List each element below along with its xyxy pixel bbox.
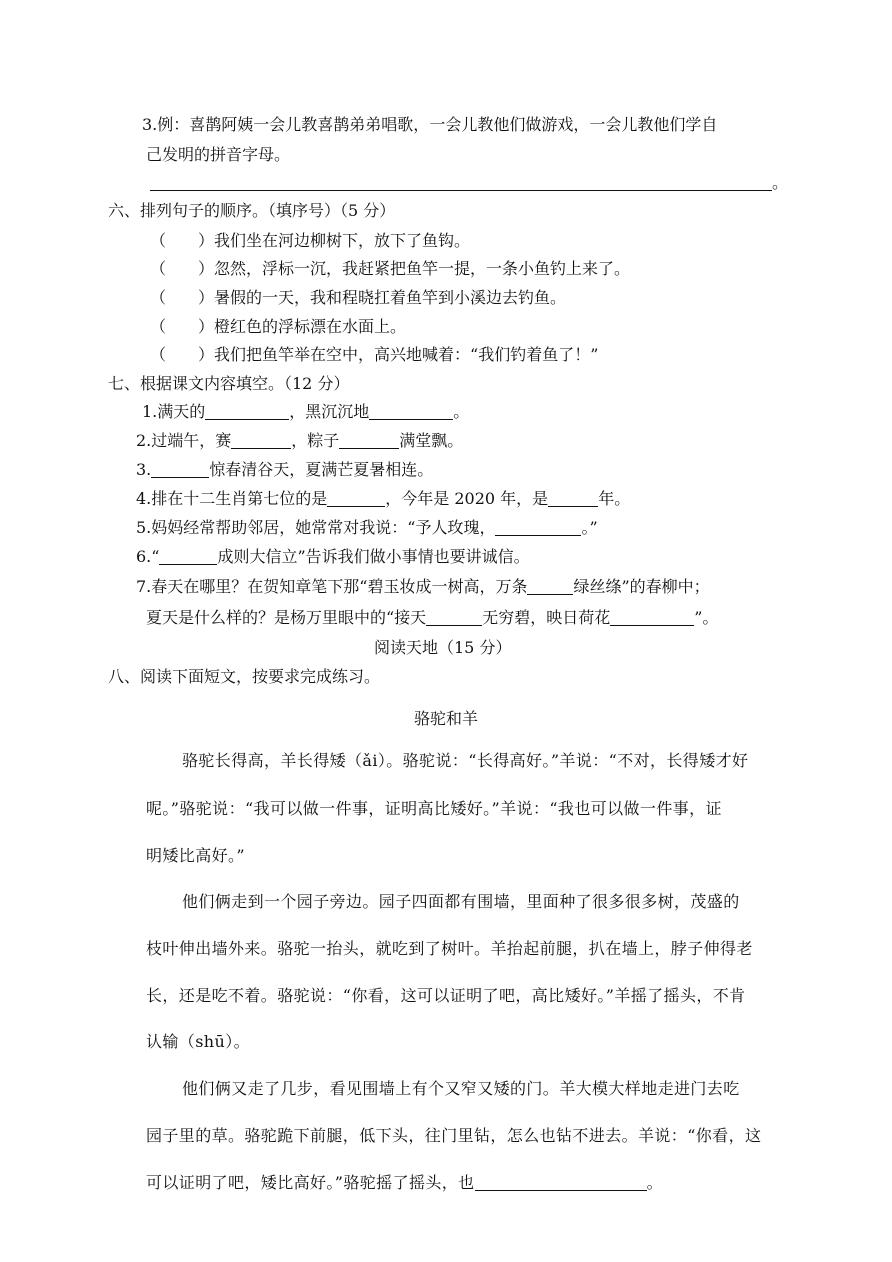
reading-heading: 阅读天地（15 分） xyxy=(374,638,512,657)
order-item-2 xyxy=(150,258,630,280)
fill-text: 惊春清谷天，夏满芒夏暑相连。 xyxy=(209,460,434,479)
fill-text: 。 xyxy=(453,402,470,421)
order-box[interactable]: （ ） xyxy=(150,288,215,307)
fill-blank[interactable] xyxy=(231,432,291,449)
emphasized-word: 一会儿 xyxy=(429,115,478,134)
period: 。 xyxy=(646,1173,663,1192)
emphasized-word: 一会儿 xyxy=(589,115,638,134)
fill-blank[interactable] xyxy=(527,578,573,595)
fill-text: ，黑沉沉地 xyxy=(289,402,370,421)
emphasized-word: 一会儿 xyxy=(253,115,302,134)
paragraph-1-line-3: 明矮比高好。” xyxy=(146,846,245,865)
fill-q7-line2 xyxy=(146,607,718,629)
fill-text: 。” xyxy=(581,518,598,537)
fill-q7-line1 xyxy=(136,576,710,598)
paragraph-3-line-3 xyxy=(146,1172,663,1194)
paragraph-1-line-2: 呢。”骆驼说：“我可以做一件事，证明高比矮好。”羊说：“我也可以做一件事，证 xyxy=(146,799,722,818)
fill-q2 xyxy=(136,430,463,452)
fill-text: 3. xyxy=(136,460,152,479)
fill-text: 满堂飘。 xyxy=(399,431,464,450)
fill-text: 7.春天在哪里？在贺知章笔下那“碧玉妆成一树高，万条 xyxy=(136,577,528,596)
fill-blank[interactable] xyxy=(495,519,581,536)
order-sentence: 我们把鱼竿举在空中，高兴地喊着：“我们钓着鱼了！” xyxy=(214,345,599,364)
fill-text: 夏天是什么样的？是杨万里眼中的“接天 xyxy=(146,608,427,627)
example-text: 教他们做游戏， xyxy=(477,115,590,134)
section-6-heading: 六、排列句子的顺序。（填序号）（5 分） xyxy=(108,201,396,220)
example-line-1 xyxy=(142,114,717,136)
paragraph-2-line-3: 长，还是吃不着。骆驼说：“你看，这可以证明了吧，高比矮好。”羊摇了摇头，不肯 xyxy=(146,986,746,1005)
fill-text: 成则大信立”告诉我们做小事情也要讲诚信。 xyxy=(217,547,530,566)
fill-text: 1.满天的 xyxy=(142,402,206,421)
order-item-3 xyxy=(150,287,566,309)
fill-q3 xyxy=(136,459,433,481)
order-sentence: 忽然，浮标一沉，我赶紧把鱼竿一提，一条小鱼钓上来了。 xyxy=(214,259,631,278)
fill-text: 年。 xyxy=(598,489,631,508)
order-item-1 xyxy=(150,230,470,252)
period: 。 xyxy=(772,173,789,192)
order-sentence: 我们坐在河边柳树下，放下了鱼钩。 xyxy=(214,231,471,250)
answer-line[interactable] xyxy=(150,172,788,194)
fill-q4 xyxy=(136,488,630,510)
fill-blank[interactable] xyxy=(327,490,385,507)
fill-text: 4.排在十二生肖第七位的是 xyxy=(136,489,328,508)
fill-text: 6.“ xyxy=(136,547,160,566)
order-box[interactable]: （ ） xyxy=(150,317,215,336)
fill-blank[interactable] xyxy=(339,432,399,449)
fill-text: 5.妈妈经常帮助邻居，她常常对我说：“予人玫瑰， xyxy=(136,518,496,537)
fill-text: 2.过端午，赛 xyxy=(136,431,232,450)
order-box[interactable]: （ ） xyxy=(150,259,215,278)
fill-blank[interactable] xyxy=(369,403,453,420)
order-sentence: 橙红色的浮标漂在水面上。 xyxy=(214,317,407,336)
fill-blank[interactable] xyxy=(610,609,694,626)
section-8-heading: 八、阅读下面短文，按要求完成练习。 xyxy=(108,667,381,686)
answer-blank[interactable] xyxy=(150,174,772,191)
fill-blank[interactable] xyxy=(205,403,289,420)
order-item-5 xyxy=(150,344,598,366)
fill-text: 绿丝绦”的春柳中； xyxy=(573,577,710,596)
example-text: 教他们学自 xyxy=(637,115,718,134)
order-box[interactable]: （ ） xyxy=(150,231,215,250)
example-text: 3.例：喜鹊阿姨 xyxy=(142,115,254,134)
example-line-2: 己发明的拼音字母。 xyxy=(146,145,291,164)
fill-blank[interactable] xyxy=(159,548,217,565)
fill-blank[interactable] xyxy=(426,609,482,626)
paragraph-2-line-4: 认输（shū）。 xyxy=(146,1032,251,1051)
fill-text: ”。 xyxy=(694,608,719,627)
story-title: 骆驼和羊 xyxy=(413,709,478,728)
fill-q6 xyxy=(136,546,530,568)
answer-blank[interactable] xyxy=(475,1174,647,1191)
example-text: 教喜鹊弟弟唱歌， xyxy=(301,115,430,134)
paragraph-2-line-1: 他们俩走到一个园子旁边。园子四面都有围墙，里面种了很多很多树，茂盛的 xyxy=(182,892,740,911)
paragraph-3-line-1: 他们俩又走了几步，看见围墙上有个又窄又矮的门。羊大模大样地走进门去吃 xyxy=(182,1079,740,1098)
section-7-heading: 七、根据课文内容填空。（12 分） xyxy=(108,374,350,393)
paragraph-1-line-1: 骆驼长得高，羊长得矮（ǎi）。骆驼说：“长得高好。”羊说：“不对，长得矮才好 xyxy=(182,751,749,770)
fill-text: ，粽子 xyxy=(291,431,340,450)
story-text: 可以证明了吧，矮比高好。”骆驼摇了摇头，也 xyxy=(146,1173,475,1192)
fill-blank[interactable] xyxy=(548,490,598,507)
paragraph-2-line-2: 枝叶伸出墙外来。骆驼一抬头，就吃到了树叶。羊抬起前腿，扒在墙上，脖子伸得老 xyxy=(146,939,753,958)
fill-text: 无穷碧，映日荷花 xyxy=(482,608,611,627)
paragraph-3-line-2: 园子里的草。骆驼跪下前腿，低下头，往门里钻，怎么也钻不进去。羊说：“你看，这 xyxy=(146,1126,762,1145)
fill-q1 xyxy=(142,401,469,423)
order-item-4 xyxy=(150,316,406,338)
order-box[interactable]: （ ） xyxy=(150,345,215,364)
fill-text: ，今年是 2020 年，是 xyxy=(385,489,549,508)
order-sentence: 暑假的一天，我和程晓扛着鱼竿到小溪边去钓鱼。 xyxy=(214,288,567,307)
fill-blank[interactable] xyxy=(151,461,209,478)
fill-q5 xyxy=(136,517,598,539)
